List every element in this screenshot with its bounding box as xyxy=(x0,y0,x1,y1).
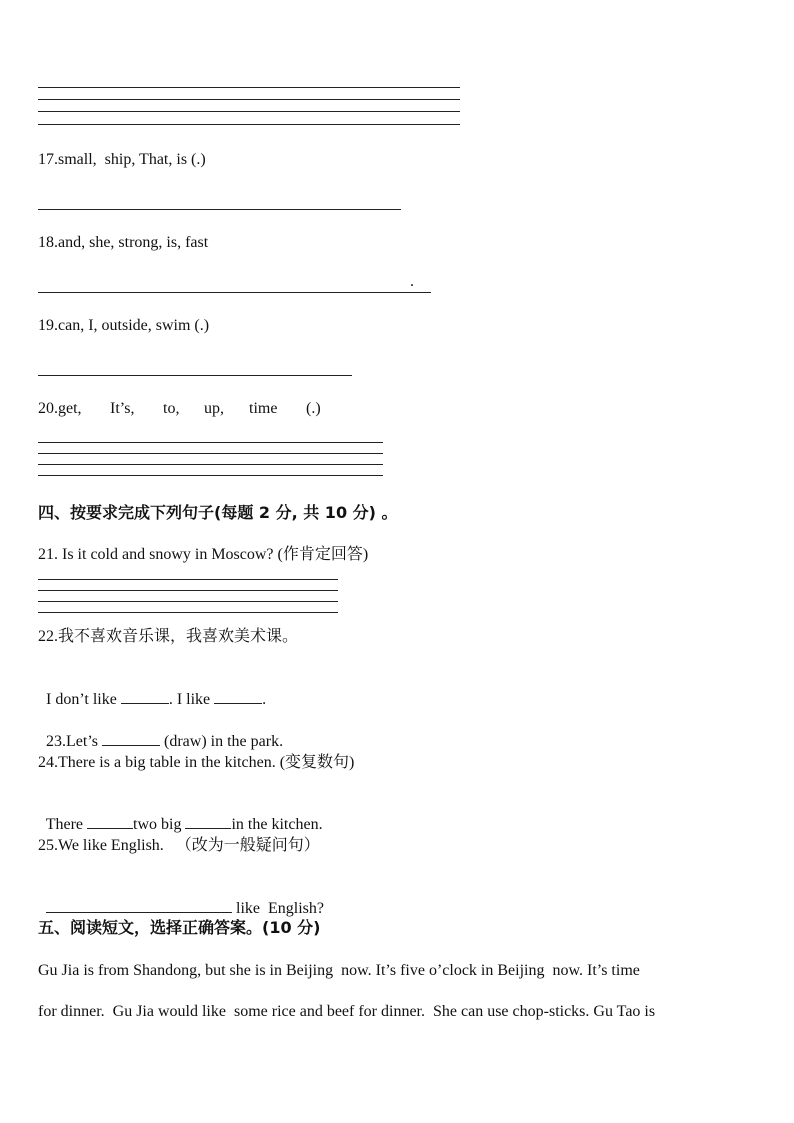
answer-line xyxy=(38,612,338,613)
text: in the kitchen. xyxy=(231,816,323,833)
blank xyxy=(121,689,169,704)
question-18: 18.and, she, strong, is, fast xyxy=(38,234,209,251)
question-17: 17.small, ship, That, is (.) xyxy=(38,151,206,168)
question-22-answer xyxy=(38,669,266,710)
text: . I like xyxy=(168,691,211,708)
answer-line xyxy=(38,375,352,376)
text: two big xyxy=(133,816,182,833)
question-19: 19.can, I, outside, swim (.) xyxy=(38,317,210,334)
answer-line xyxy=(38,99,460,100)
answer-line xyxy=(38,453,383,454)
word: 20.get, xyxy=(38,400,82,417)
blank xyxy=(46,898,232,913)
text: like English? xyxy=(236,900,324,917)
word: (.) xyxy=(306,400,321,417)
answer-line xyxy=(38,579,338,580)
question-24-answer xyxy=(38,794,323,835)
blank xyxy=(87,814,133,829)
answer-line xyxy=(38,87,460,88)
blank xyxy=(102,731,160,746)
word: to, xyxy=(163,400,180,417)
answer-line xyxy=(38,209,401,210)
text: 23.Let’s xyxy=(46,733,98,750)
section-title: 五、阅读短文，选择正确答案。(10 分) xyxy=(38,918,321,937)
text: I don’t like xyxy=(46,691,117,708)
word: time xyxy=(249,400,278,417)
question-25: 25.We like English. （改为一般疑问句） xyxy=(38,837,320,854)
blank xyxy=(214,689,262,704)
answer-line xyxy=(38,292,431,293)
text: . xyxy=(262,691,267,708)
answer-line xyxy=(38,124,460,125)
question-23 xyxy=(38,711,283,752)
reading-line: Gu Jia is from Shandong, but she is in Beijing now. It’s five o’clock in Beijing now. It’s time xyxy=(38,962,640,979)
question-22: 22.我不喜欢音乐课，我喜欢美术课。 xyxy=(38,628,299,645)
word: up, xyxy=(204,400,224,417)
section-title: 四、按要求完成下列句子(每题 2 分, 共 10 分) 。 xyxy=(38,503,398,522)
answer-line xyxy=(38,111,460,112)
question-21: 21. Is it cold and snowy in Moscow? (作肯定回答) xyxy=(38,546,369,563)
question-24: 24.There is a big table in the kitchen. (变复数句) xyxy=(38,754,355,771)
question-20 xyxy=(38,399,338,419)
answer-line xyxy=(38,464,383,465)
answer-line xyxy=(38,601,338,602)
question-25-answer xyxy=(38,878,324,919)
answer-line xyxy=(38,442,383,443)
blank xyxy=(185,814,231,829)
text: There xyxy=(45,816,84,833)
answer-period: . xyxy=(410,273,414,290)
answer-line xyxy=(38,475,383,476)
answer-line xyxy=(38,590,338,591)
reading-line: for dinner. Gu Jia would like some rice and beef for dinner. She can use chop-sticks. Gu Tao is xyxy=(38,1003,656,1020)
word: It’s, xyxy=(110,400,135,417)
text: (draw) in the park. xyxy=(164,733,284,750)
